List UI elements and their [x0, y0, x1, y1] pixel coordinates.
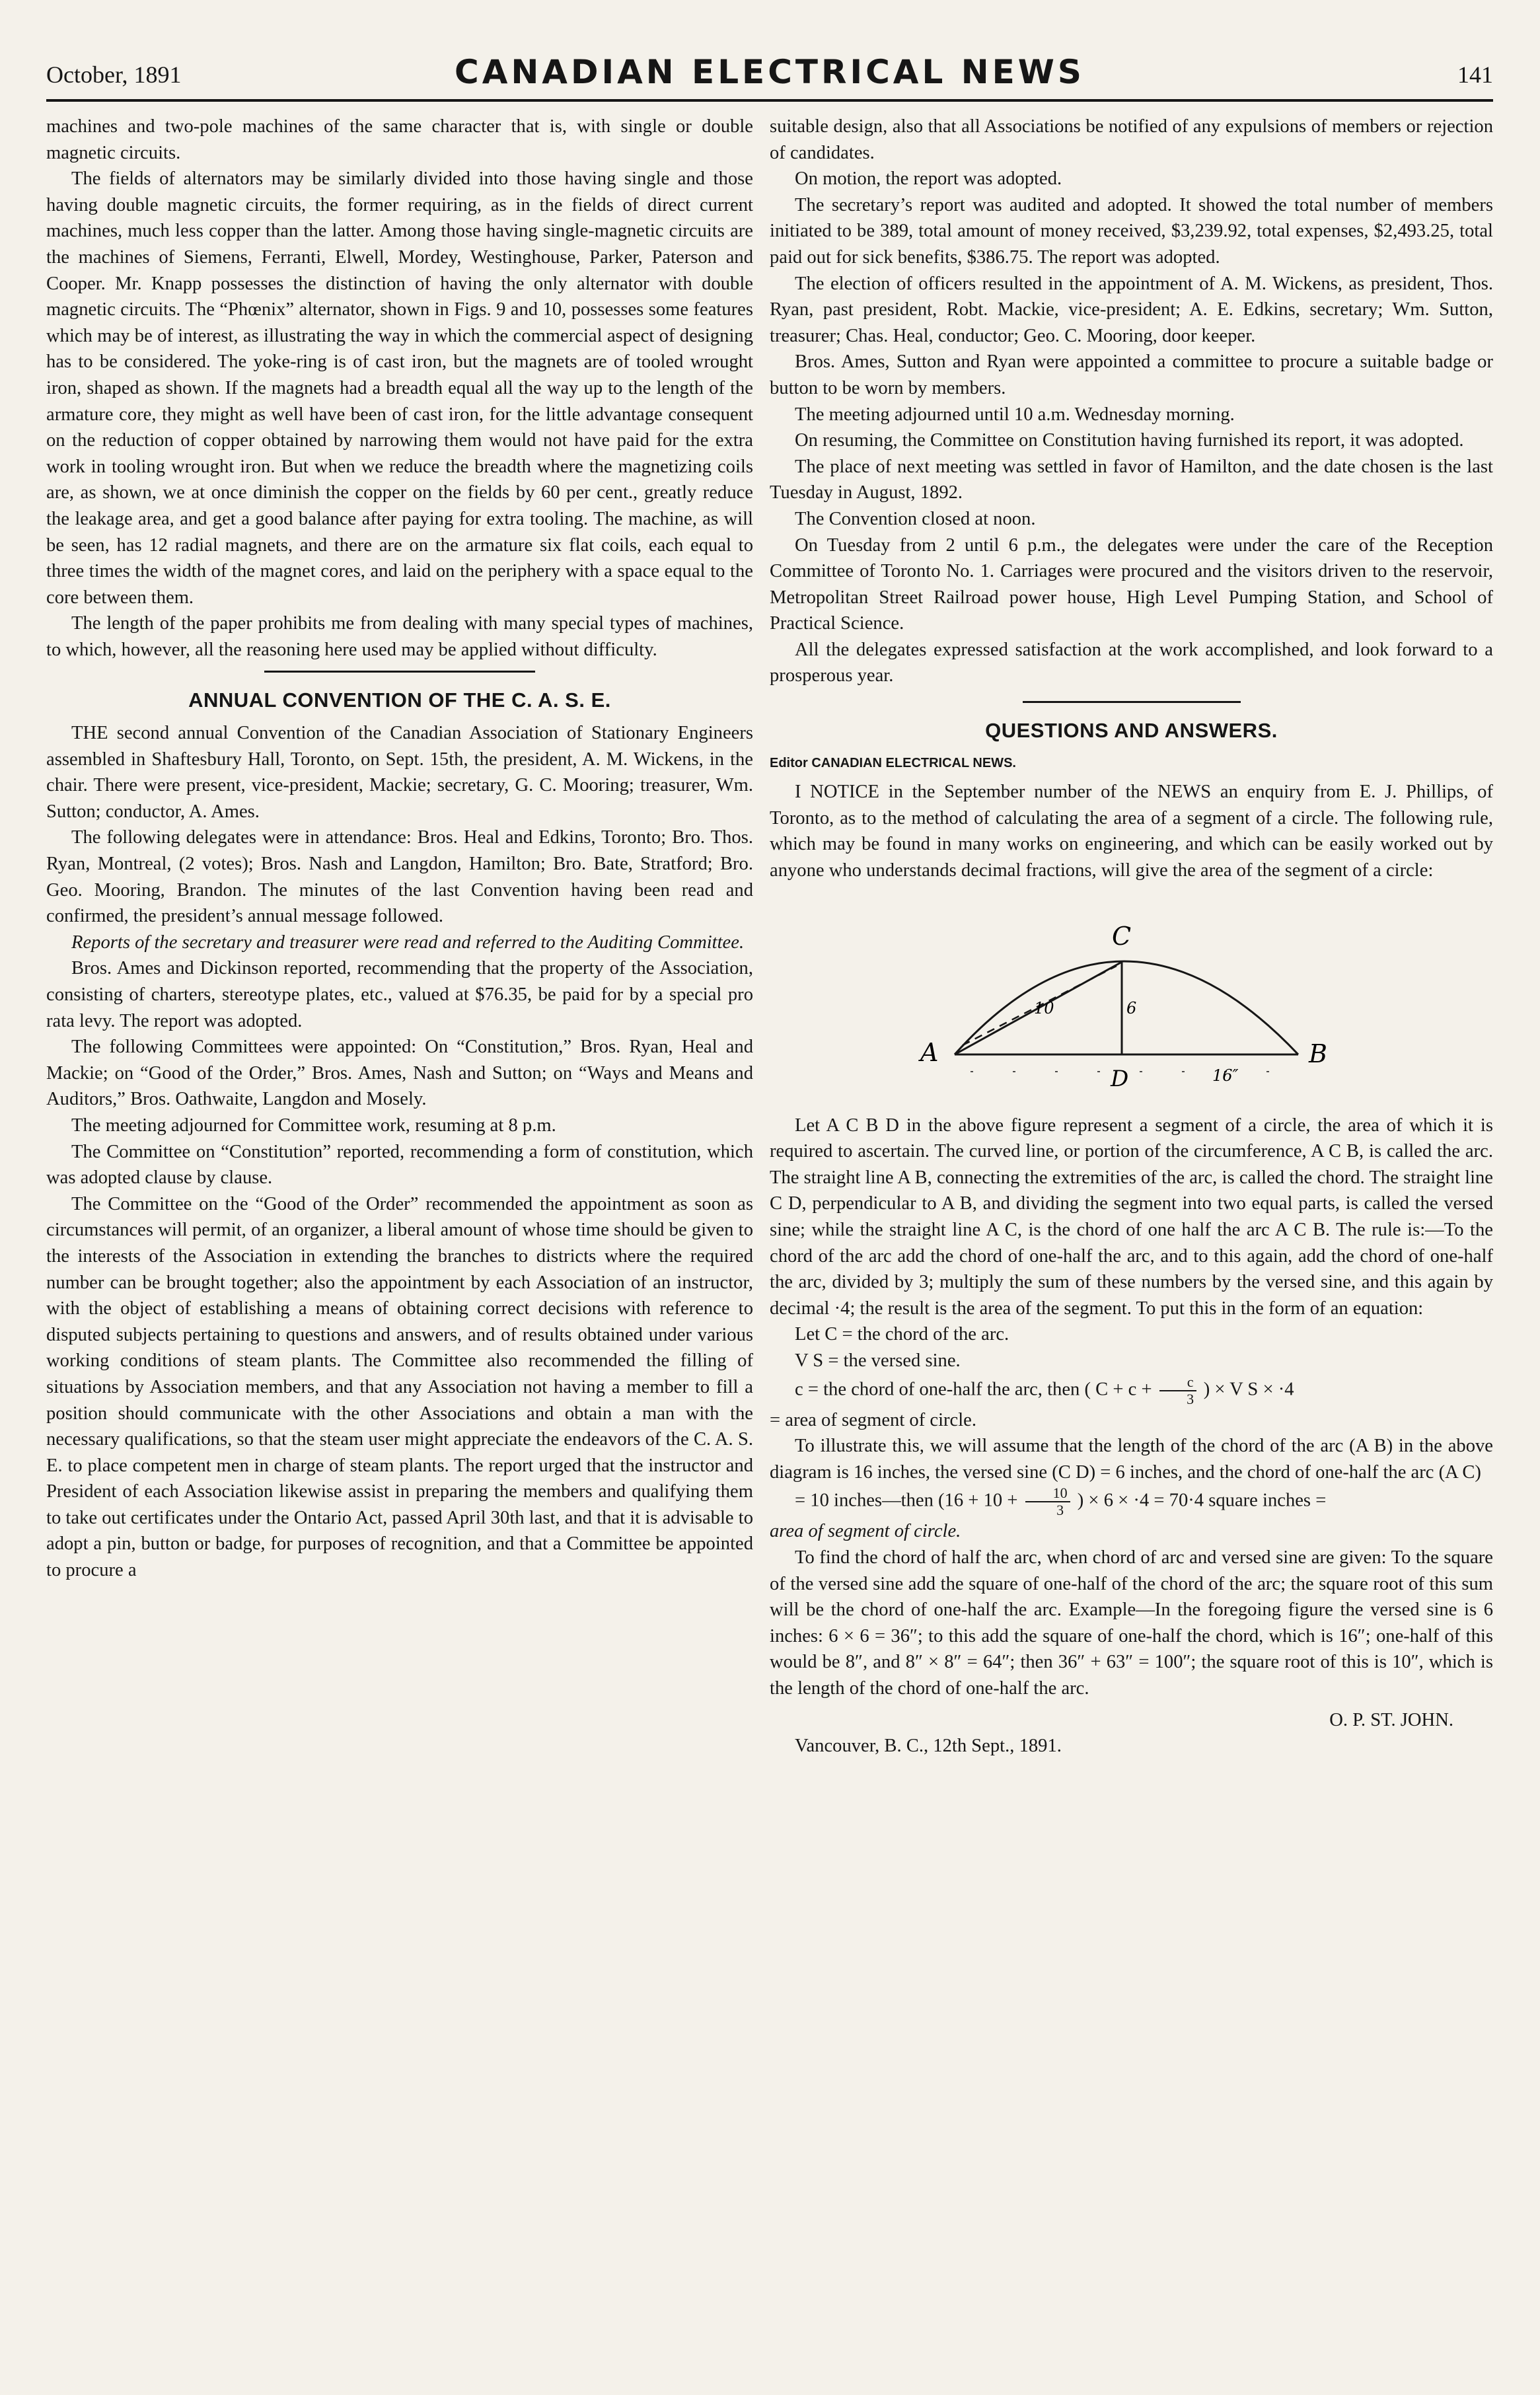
- article-paragraph: The following delegates were in attendance: Bros. Heal and Edkins, Toronto; Bro. Thos. Ryan, Montreal, (2 votes); Bros. Nash and Langdon, Hamilton; Bro. Bate, Stratford; Bro. Geo. Mooring, Brandon. The minutes of the last Convention having been read and confirmed, the president’s annual message followed.: [46, 827, 753, 927]
- masthead-title: CANADIAN ELECTRICAL NEWS: [455, 53, 1085, 91]
- qa-paragraph: To find the chord of half the arc, when chord of arc and versed sine are given: To the square of the versed sine add the square of one-half of the chord of the arc; the square root of this sum will be the chord of one-half the arc. Example—In the foregoing figure the versed sine is 6 inches: 6 × 6 = 36″; to this add the square of one-half the chord, which is 16″; one-half of this would be 8″, and 8″ × 8″ = 64″; then 36″ + 63″ = 100″; the square root of this is 10″, which is the length of the chord of one-half the arc.: [770, 1547, 1493, 1699]
- section-divider: [264, 671, 535, 673]
- fraction-numerator: c: [1159, 1374, 1196, 1391]
- article-paragraph: The Convention closed at noon.: [795, 508, 1036, 529]
- equation-line: V S = the versed sine.: [795, 1350, 961, 1371]
- article-paragraph: The secretary’s report was audited and adopted. It showed the total number of members initiated to be 389, total amount of money received, $3,239.92, total expenses, $2,493.25, total paid out for sick benefits, $386.75. The report was adopted.: [770, 194, 1493, 268]
- article-paragraph: THE second annual Convention of the Canadian Association of Stationary Engineers assembled in Shaftesbury Hall, Toronto, on Sept. 15th, the president, A. M. Wickens, in the chair. There were present, vice-president, Mackie; secretary, G. C. Mooring; treasurer, Wm. Sutton; conductor, A. Ames.: [46, 723, 753, 822]
- fraction: [1159, 1374, 1196, 1407]
- article-paragraph: On resuming, the Committee on Constitution having furnished its report, it was adopted.: [795, 430, 1464, 451]
- page-number: 141: [1457, 61, 1493, 88]
- formula-line: [770, 1485, 1493, 1518]
- point-c-label: C: [1112, 921, 1132, 951]
- article-paragraph: machines and two-pole machines of the same character that is, with single or double magnetic circuits.: [46, 116, 753, 163]
- formula-text: ) × 6 × ·4 = 70·4 square inches =: [1077, 1490, 1327, 1511]
- signature-name: O. P. ST. JOHN.: [1329, 1709, 1453, 1730]
- qa-section-title: QUESTIONS AND ANSWERS.: [985, 719, 1278, 743]
- fraction-denominator: 3: [1056, 1502, 1064, 1519]
- issue-date: October, 1891: [46, 61, 182, 88]
- signature-place: Vancouver, B. C., 12th Sept., 1891.: [795, 1736, 1062, 1757]
- article-paragraph: The fields of alternators may be similarly divided into those having single and those having double magnetic circuits, the former requiring, as in the fields of direct current machines, much less copper than the latter. Among those having single-magnetic circuits are the machines of Siemens, Ferranti, Elwell, Mordey, Westinghouse, Parker, Paterson and Cooper. Mr. Knapp possesses the distinction of having the only alternator with double magnetic circuits. The “Phœnix” alternator, shown in Figs. 9 and 10, possesses some features which may be of interest, as illustrating the way in which the commercial aspect of designing has to be considered. The yoke-ring is of cast iron, but the magnets are of tooled wrought iron, shaped as shown. If the magnets had a breadth equal all the way up to the length of the armature core, they might as well have been of cast iron, for the little advantage consequent on the reduction of copper obtained by narrowing them would not have paid for the extra work in tooling wrought iron. But when we reduce the breadth where the magnetizing coils are, as shown, we at once diminish the copper on the fields by 60 per cent., greatly reduce the leakage area, and get a good balance after paying for extra tooling. The machine, as will be seen, has 12 radial magnets, and there are on the armature six flat coils, each equal to three times the width of the magnet cores, and laid on the periphery with a space equal to the core between them.: [46, 168, 753, 608]
- versed-sine-label: 6: [1126, 998, 1137, 1017]
- fraction-numerator: 10: [1025, 1485, 1070, 1502]
- article-paragraph: The length of the paper prohibits me from dealing with many special types of machines, to which, however, all the reasoning here used may be applied without difficulty.: [46, 613, 753, 660]
- qa-paragraph: To illustrate this, we will assume that the length of the chord of the arc (A B) in the above diagram is 16 inches, the versed sine (C D) = 6 inches, and the chord of one-half the arc (A C): [770, 1436, 1493, 1483]
- point-b-label: B: [1309, 1039, 1327, 1068]
- section-divider: [1023, 701, 1241, 703]
- article-paragraph: The meeting adjourned for Committee work, resuming at 8 p.m.: [71, 1115, 556, 1136]
- fraction: [1025, 1485, 1070, 1518]
- right-column: [770, 114, 1493, 1759]
- article-paragraph: Bros. Ames and Dickinson reported, recommending that the property of the Association, consisting of charters, stereotype plates, etc., valued at $76.35, be paid for by a special pro rata levy. The report was adopted.: [46, 958, 753, 1031]
- circle-segment-diagram: [902, 901, 1351, 1099]
- formula-line: [770, 1374, 1493, 1407]
- article-paragraph: The following Committees were appointed: On “Constitution,” Bros. Ryan, Heal and Mackie; on “Good of the Order,” Bros. Ames, Nash and Sutton; on “Ways and Means and Auditors,” Bros. Oathwaite, Langdon and Mosely.: [46, 1037, 753, 1110]
- article-paragraph: On Tuesday from 2 until 6 p.m., the delegates were under the care of the Reception Committee of Toronto No. 1. Carriages were procured and the visitors driven to the reservoir, Metropolitan Street Railroad power house, High Level Pumping Station, and School of Practical Science.: [770, 534, 1493, 634]
- formula-result: area of segment of circle.: [770, 1521, 961, 1542]
- article-paragraph: Bros. Ames, Sutton and Ryan were appointed a committee to procure a suitable badge or button to be worn by members.: [770, 351, 1493, 398]
- article-paragraph: The place of next meeting was settled in favor of Hamilton, and the date chosen is the last Tuesday in August, 1892.: [770, 456, 1493, 503]
- qa-paragraph: Let A C B D in the above figure represent a segment of a circle, the area of which it is required to ascertain. The curved line, or portion of the circumference, A C B, is called the arc. The straight line A B, connecting the extremities of the arc, is called the chord. The straight line C D, perpendicular to A B, and dividing the segment into two equal parts, is called the versed sine; while the straight line A C, is the chord of one half the arc A C B. The rule is:—To the chord of the arc add the chord of one-half the arc, and to this again, add the chord of one-half the arc, divided by 3; multiply the sum of these numbers by the versed sine, and this again by decimal ·4; the result is the area of the segment. To put this in the form of an equation:: [770, 1115, 1493, 1319]
- editor-address: Editor CANADIAN ELECTRICAL NEWS.: [770, 755, 1016, 770]
- article-paragraph: The election of officers resulted in the appointment of A. M. Wickens, as president, Thos. Ryan, past president, Robt. Mackie, vice-president; A. E. Edkins, secretary; Wm. Sutton, treasurer; Chas. Heal, conductor; Geo. C. Mooring, door keeper.: [770, 273, 1493, 346]
- section-title: ANNUAL CONVENTION OF THE C. A. S. E.: [188, 688, 611, 712]
- page-header: [46, 53, 1493, 102]
- fraction-denominator: 3: [1187, 1390, 1194, 1407]
- article-paragraph: Reports of the secretary and treasurer were read and referred to the Auditing Committee.: [71, 932, 745, 953]
- article-paragraph: suitable design, also that all Associations be notified of any expulsions of members or rejection of candidates.: [770, 116, 1493, 163]
- point-a-label: A: [920, 1037, 939, 1067]
- article-paragraph: The Committee on the “Good of the Order” recommended the appointment as soon as circumstances will permit, of an organizer, a liberal amount of whose time should be given to the interests of the Association in extending the branches to districts where the required number can be brought together; also the appointment by each Association of an instructor, with the object of establishing a means of obtaining correct decisions with reference to disputed subjects pertaining to questions and answers, and of results obtained under various working conditions of steam plants. The Committee also recommended the filling of situations by Association members, and that any Association not having a member to fill a position should communicate with the other Associations and obtain a man with the necessary qualifications, so that the steam user might appreciate the endeavors of the C. A. S. E. to place competent men in charge of steam plants. The report urged that the instructor and President of each Association likewise assist in preparing the members and qualifying them to take out certificates under the Ontario Act, passed April 30th last, and that it is advisable to adopt a pin, button or badge, for purposes of recognition, and that a Committee be appointed to procure a: [46, 1193, 753, 1581]
- formula-result: = area of segment of circle.: [770, 1409, 977, 1430]
- article-paragraph: On motion, the report was adopted.: [795, 168, 1062, 190]
- formula-text: = 10 inches—then (16 + 10 +: [795, 1490, 1018, 1511]
- equation-line: Let C = the chord of the arc.: [795, 1324, 1009, 1345]
- formula-text: ) × V S × ·4: [1203, 1379, 1294, 1400]
- half-chord-label: 10: [1034, 998, 1054, 1017]
- article-paragraph: The meeting adjourned until 10 a.m. Wednesday morning.: [795, 404, 1235, 425]
- left-column: [46, 114, 753, 1584]
- formula-text: c = the chord of one-half the arc, then ( C + c +: [795, 1379, 1152, 1400]
- article-paragraph: All the delegates expressed satisfaction at the work accomplished, and look forward to a prosperous year.: [770, 639, 1493, 686]
- half-base-label: 16″: [1212, 1066, 1239, 1085]
- point-d-label: D: [1111, 1065, 1129, 1092]
- qa-paragraph: I NOTICE in the September number of the NEWS an enquiry from E. J. Phillips, of Toronto, as to the method of calculating the area of a segment of a circle. The following rule, which may be found in many works on engineering, and which can be easily worked out by anyone who understands decimal fractions, will give the area of the segment of a circle:: [770, 782, 1493, 881]
- article-paragraph: The Committee on “Constitution” reported, recommending a form of constitution, which was adopted clause by clause.: [46, 1141, 753, 1189]
